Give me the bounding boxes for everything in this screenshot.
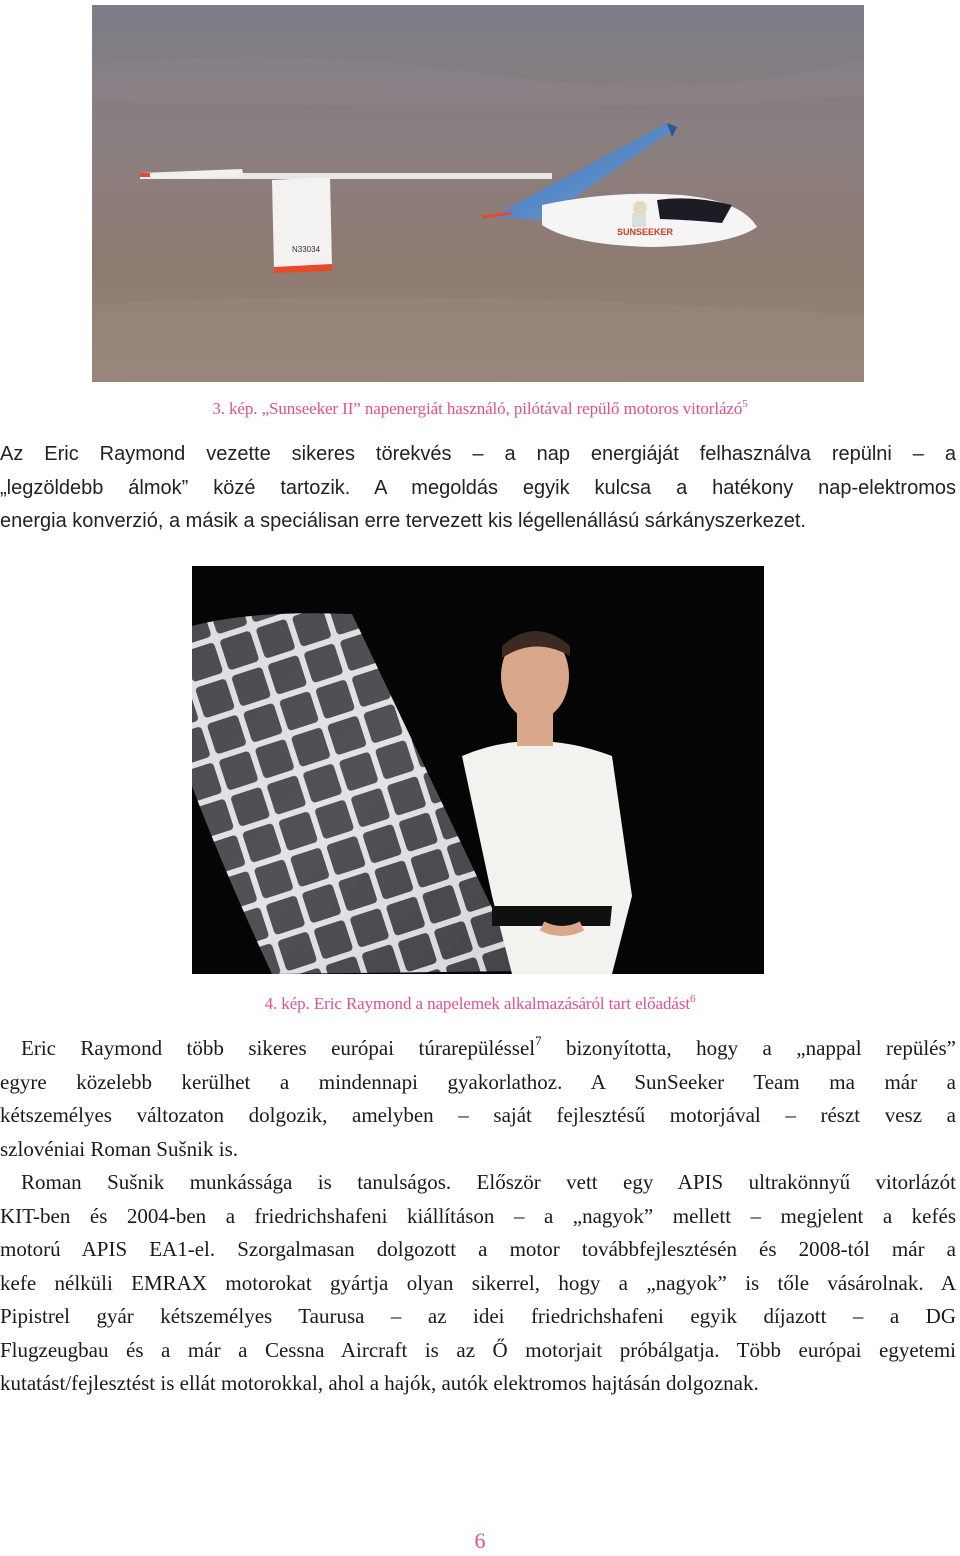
text-line: energia konverzió, a másik a speciálisan erre tervezett kis légellenállású sárkányszerkezet. <box>0 510 806 532</box>
footnote-ref: 7 <box>535 1033 542 1048</box>
caption-text: Eric Raymond a napelemek alkalmazásáról tart előadást <box>313 994 690 1013</box>
caption-text: „Sunseeker II” napenergiát használó, pilótával repülő motoros vitorlázó <box>261 399 743 418</box>
text-line: Pipistrel gyár kétszemélyes Taurusa – az idei friedrichshafeni egyik díjazott – a DG <box>0 1304 956 1328</box>
footnote-ref: 5 <box>742 398 748 410</box>
figure-4-caption <box>0 993 960 1014</box>
text-line: kefe nélküli EMRAX motorokat gyártja olyan sikerrel, hogy a „nagyok” is tőle vásárolnak. A <box>0 1270 956 1295</box>
text-line: kétszemélyes változaton dolgozik, amelyben – saját fejlesztésű motorjával – részt vesz a <box>0 1103 956 1127</box>
paragraph-1 <box>0 438 956 539</box>
footnote-ref: 6 <box>689 993 696 1005</box>
text-line: kutatást/fejlesztést is ellát motorokkal, ahol a hajók, autók elektromos hajtásán dolgoznak. <box>0 1371 759 1395</box>
text-line: egyre közelebb kerülhet a mindennapi gyakorlathoz. A SunSeeker Team ma már a <box>0 1069 956 1094</box>
text-line: motorú APIS EA1-el. Szorgalmasan dolgozott a motor továbbfejlesztésén és 2008-tól már a <box>0 1237 956 1261</box>
paragraph-2 <box>0 1032 956 1166</box>
aircraft-brand: SUNSEEKER <box>617 227 674 237</box>
caption-prefix: 4. kép. <box>264 994 310 1013</box>
text-span: Eric Raymond több sikeres európai túrarepüléssel <box>21 1036 536 1060</box>
text-line: „legzöldebb álmok” közé tartozik. A megoldás egyik kulcsa a hatékony nap-elektromos <box>0 476 956 499</box>
text-span: bizonyította, hogy a „nappal repülés” <box>541 1036 956 1060</box>
page-number: 6 <box>474 1528 486 1553</box>
text-line: Az Eric Raymond vezette sikeres törekvés – a nap energiáját felhasználva repülni – a <box>0 443 956 465</box>
text-line <box>0 1032 956 1066</box>
text-line: KIT-ben és 2004-ben a friedrichshafeni kiállításon – a „nagyok” mellett – megjelent a kefés <box>0 1203 956 1228</box>
text-line: Flugzeugbau és a már a Cessna Aircraft is az Ő motorjait próbálgatja. Több európai egyetemi <box>0 1337 956 1362</box>
caption-prefix: 3. kép. <box>212 399 258 418</box>
eric-raymond-photo <box>192 566 764 974</box>
figure-3-caption <box>0 398 960 419</box>
aircraft-registration: N33034 <box>292 245 321 254</box>
paragraph-3 <box>0 1166 956 1401</box>
text-line <box>0 1166 956 1200</box>
text-line: szlovéniai Roman Sušnik is. <box>0 1136 238 1161</box>
sunseeker-glider-photo <box>92 5 864 382</box>
text-span: Roman Sušnik munkássága is tanulságos. Először vett egy APIS ultrakönnyű vitorlázót <box>21 1170 956 1194</box>
